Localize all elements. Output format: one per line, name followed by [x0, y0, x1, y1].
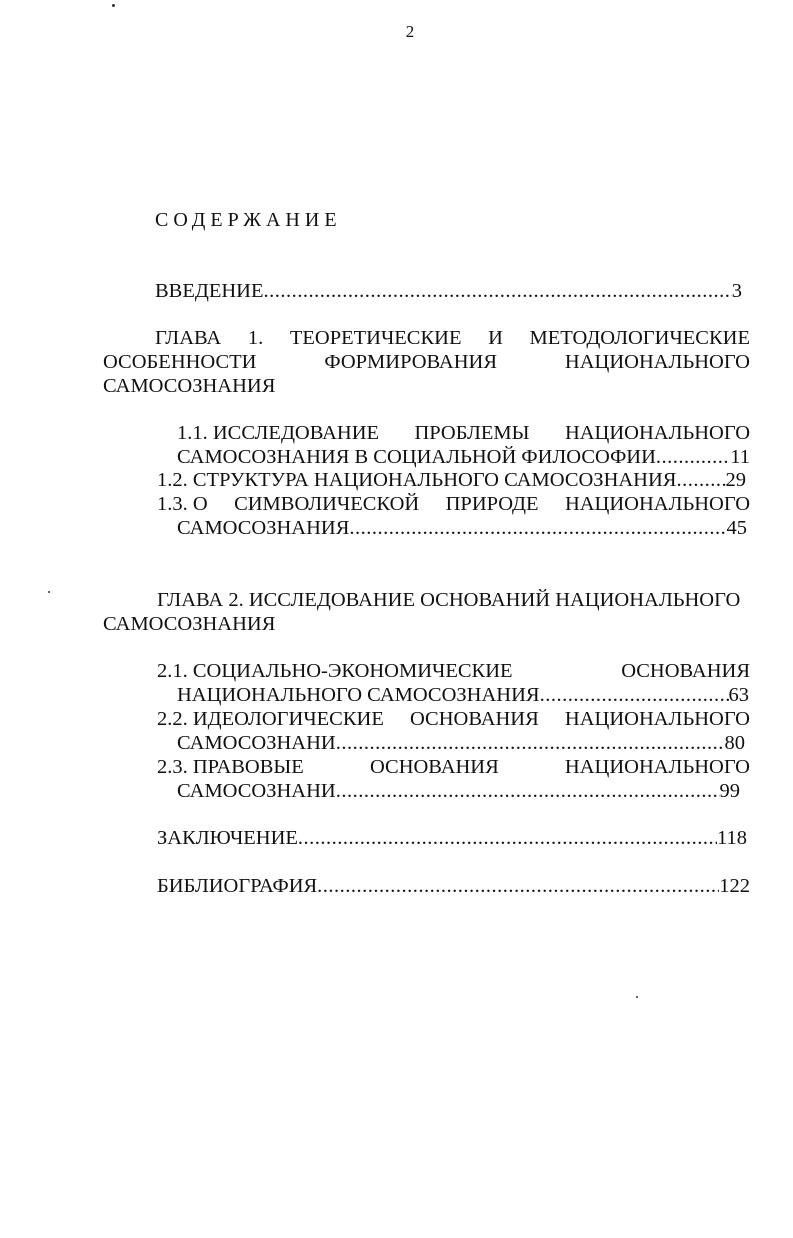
leader-dots [317, 874, 719, 898]
toc-entry-1-1[interactable] [177, 421, 750, 445]
heading-text: САМОСОЗНАНИЯ [103, 375, 276, 397]
heading-text: САМОСОЗНАНИЯ [103, 613, 276, 635]
toc-entry-2-3-cont[interactable] [177, 779, 740, 803]
leader-dots [656, 445, 730, 469]
heading-word: 1. [247, 327, 264, 349]
leader-dots [298, 826, 717, 850]
page-number: 2 [405, 22, 415, 41]
toc-label: САМОСОЗНАНИЯ [177, 517, 350, 539]
toc-page: 122 [719, 875, 750, 897]
scan-speck [636, 996, 638, 998]
toc-entry-1-3[interactable] [157, 492, 750, 516]
chapter-1-heading-line2 [103, 350, 750, 374]
toc-entry-introduction[interactable] [155, 279, 742, 303]
toc-entry-bibliography[interactable] [157, 874, 750, 898]
heading-word: НАЦИОНАЛЬНОГО [564, 351, 750, 373]
toc-entry-2-1-cont[interactable] [177, 683, 749, 707]
chapter-1-heading-line3 [103, 374, 275, 398]
toc-word: 2.1. СОЦИАЛЬНО-ЭКОНОМИЧЕСКИЕ [157, 660, 513, 682]
chapter-1-heading-line1[interactable] [155, 326, 750, 350]
toc-entry-2-3[interactable] [157, 755, 750, 779]
toc-page: 3 [731, 280, 742, 302]
toc-entry-2-1[interactable] [157, 659, 750, 683]
toc-label: САМОСОЗНАНИЯ В СОЦИАЛЬНОЙ ФИЛОСОФИИ [177, 446, 656, 468]
toc-label: БИБЛИОГРАФИЯ [157, 875, 318, 897]
toc-entry-1-3-cont[interactable] [177, 516, 747, 540]
scan-speck [112, 4, 115, 7]
toc-page: 11 [730, 446, 750, 468]
leader-dots [336, 779, 720, 803]
toc-page: 29 [725, 469, 746, 491]
toc-entry-1-1-cont[interactable] [177, 445, 750, 469]
toc-word: НАЦИОНАЛЬНОГО [564, 756, 750, 778]
toc-word: ПРОБЛЕМЫ [414, 422, 530, 444]
leader-dots [264, 279, 732, 303]
toc-label: НАЦИОНАЛЬНОГО САМОСОЗНАНИЯ [177, 684, 540, 706]
leader-dots [540, 683, 729, 707]
toc-label: САМОСОЗНАНИ [177, 732, 336, 754]
heading-word: И [488, 327, 503, 349]
toc-page: 63 [728, 684, 749, 706]
toc-word: СИМВОЛИЧЕСКОЙ [234, 493, 420, 515]
toc-entry-2-2[interactable] [157, 707, 750, 731]
toc-page: 118 [717, 827, 747, 849]
chapter-2-heading-line2 [103, 612, 275, 636]
toc-label: САМОСОЗНАНИ [177, 780, 336, 802]
toc-word: НАЦИОНАЛЬНОГО [564, 493, 750, 515]
leader-dots [676, 468, 725, 492]
toc-word: 2.2. ИДЕОЛОГИЧЕСКИЕ [157, 708, 384, 730]
toc-label: ЗАКЛЮЧЕНИЕ [157, 827, 298, 849]
toc-word: НАЦИОНАЛЬНОГО [564, 708, 750, 730]
heading-word: ГЛАВА [155, 327, 222, 349]
toc-word: ПРИРОДЕ [445, 493, 539, 515]
leader-dots [349, 516, 726, 540]
toc-page: 80 [724, 732, 745, 754]
toc-entry-2-2-cont[interactable] [177, 731, 745, 755]
toc-word: 1.3. О [157, 493, 208, 515]
toc-word: 2.3. ПРАВОВЫЕ [157, 756, 304, 778]
toc-page: 45 [726, 517, 747, 539]
heading-word: ТЕОРЕТИЧЕСКИЕ [289, 327, 462, 349]
scan-speck [48, 591, 50, 593]
toc-entry-conclusion[interactable] [157, 826, 747, 850]
toc-word: ОСНОВАНИЯ [369, 756, 499, 778]
heading-word: МЕТОДОЛОГИЧЕСКИЕ [529, 327, 750, 349]
chapter-2-heading-line1[interactable] [157, 588, 750, 612]
toc-page: 99 [719, 780, 740, 802]
toc-label: 1.2. СТРУКТУРА НАЦИОНАЛЬНОГО САМОСОЗНАНИЯ [157, 469, 677, 491]
leader-dots [336, 731, 725, 755]
heading-word: ФОРМИРОВАНИЯ [324, 351, 498, 373]
toc-word: НАЦИОНАЛЬНОГО [564, 422, 750, 444]
toc-word: ОСНОВАНИЯ [409, 708, 539, 730]
heading-text: ГЛАВА 2. ИССЛЕДОВАНИЕ ОСНОВАНИЙ НАЦИОНАЛЬНОГО [157, 589, 741, 611]
toc-word: ОСНОВАНИЯ [621, 660, 750, 682]
contents-title: СОДЕРЖАНИЕ [155, 209, 342, 231]
toc-word: 1.1. ИССЛЕДОВАНИЕ [177, 422, 380, 444]
toc-entry-1-2[interactable] [157, 468, 746, 492]
toc-label: ВВЕДЕНИЕ [155, 280, 264, 302]
heading-word: ОСОБЕННОСТИ [103, 351, 257, 373]
